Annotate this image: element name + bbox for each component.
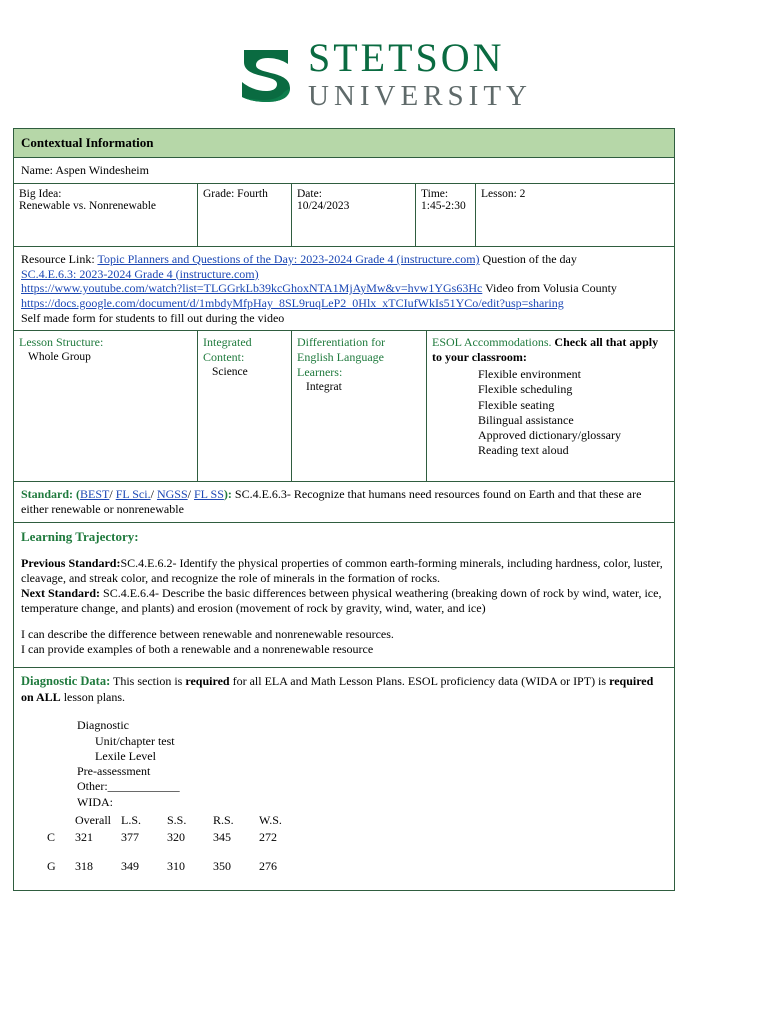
standard-link-ngss[interactable]: NGSS [156,487,188,502]
esol-options-list [432,367,669,458]
wida-cell: 276 [259,859,277,874]
contextual-information-header-row [14,129,674,158]
wida-cell: 349 [121,859,139,874]
resource-link-topic-planners[interactable]: Topic Planners and Questions of the Day: 2023-2024 Grade 4 (instructure.com) [97,252,480,266]
diagnostic-item-other[interactable]: Other:____________ [77,779,180,794]
standard-sep-1: / [109,487,116,502]
diagnostic-checklist [21,718,667,875]
lesson-label: Lesson: [481,188,517,200]
standard-sep-2: / [150,487,157,502]
lesson-value: 2 [519,188,526,200]
wida-cell: 345 [213,830,231,845]
standard-close-paren: ): [223,487,232,502]
resource-link-youtube[interactable]: https://www.youtube.com/watch?list=TLGGrkLb39kcGhoxNTA1MjAyMw&v=hvw1YGs63Hc [21,281,483,296]
standard-label: Standard: [21,487,74,502]
previous-standard-text: SC.4.E.6.2- Identify the physical properties of common earth-forming minerals, including hardness, color, luster, cleavage, and streak color, and recognize the role of minerals in the formation of rocks. [21,556,663,586]
standard-link-fl-ss[interactable]: FL SS [193,487,224,502]
diagnostic-intro-1: This section is [110,674,186,689]
table-row [47,858,301,875]
time-label: Time: [421,188,449,200]
differentiation-label: Differentiation for English Language Learners: [297,335,386,380]
big-idea-cell [14,184,198,246]
diagnostic-data-row [14,668,674,889]
diagnostic-item-wida: WIDA: [77,794,113,809]
esol-option[interactable]: Bilingual assistance [478,412,574,427]
esol-instruction: Check all that apply to your classroom: [432,335,659,365]
wida-col-ss: S.S. [167,812,187,827]
standard-row [14,482,674,523]
resource-link3-suffix: Video from Volusia County [482,281,617,296]
learning-trajectory-row [14,523,674,668]
name-row [14,158,674,184]
esol-option[interactable]: Flexible seating [478,397,555,412]
i-can-statement-1: I can describe the difference between renewable and nonrenewable resources. [21,627,394,642]
previous-standard-line [21,556,667,586]
table-row-spacer [47,846,301,858]
wida-col-ws: W.S. [259,812,282,827]
date-cell [292,184,416,246]
standard-cell [14,482,674,522]
lesson-structure-row [14,331,674,482]
lesson-cell [476,184,674,246]
grade-value: Fourth [237,188,268,200]
previous-standard-label: Previous Standard: [21,556,121,571]
wida-cell: 377 [121,830,139,845]
next-standard-text: SC.4.E.6.4- Describe the basic differences between physical weathering (breaking down of rock by wind, water, ice, temperature change, and plants) and erosion (movement of rock by gravity, wind, water, and ice) [21,586,662,616]
page-title: Contextual Information [14,129,674,157]
resource-link4-suffix: Self made form for students to fill out during the video [21,310,285,325]
resource-cell [14,247,674,330]
esol-option[interactable]: Reading text aloud [478,443,569,458]
resource-link-standard-course[interactable]: SC.4.E.6.3: 2023-2024 Grade 4 (instructure.com) [21,266,259,281]
wida-header-row [47,812,301,829]
grade-label: Grade: [203,188,235,200]
lesson-structure-label: Lesson Structure: [19,335,104,350]
wida-cell: 320 [167,830,185,845]
lesson-structure-cell [14,331,198,481]
wida-col-overall: Overall [75,812,111,827]
time-cell [416,184,476,246]
resource-link1-suffix: Question of the day [479,252,577,266]
diagnostic-intro-3: lesson plans. [60,690,126,705]
standard-link-best[interactable]: BEST [80,487,110,502]
table-row [47,829,301,846]
esol-accommodations-cell [427,331,674,481]
wida-cell: 310 [167,859,185,874]
teacher-name: Name: Aspen Windesheim [21,163,149,177]
diagnostic-intro [21,674,667,705]
grade-cell [198,184,292,246]
wida-col-ls: L.S. [121,812,142,827]
diagnostic-item[interactable]: Lexile Level [95,748,156,763]
diagnostic-item[interactable]: Pre-assessment [77,764,151,779]
next-standard-label: Next Standard: [21,586,101,601]
lesson-plan-table [13,128,675,891]
esol-option[interactable]: Approved dictionary/glossary [478,428,621,443]
lesson-structure-value: Whole Group [28,351,91,364]
next-standard-line [21,586,667,616]
diagnostic-item[interactable]: Unit/chapter test [95,733,175,748]
date-value: 10/24/2023 [297,200,350,212]
resource-label: Resource Link: [21,252,95,266]
big-idea-label: Big Idea: [19,188,62,200]
diagnostic-data-cell [14,668,674,889]
i-can-statement-2: I can provide examples of both a renewable and a nonrenewable resource [21,642,374,657]
integrated-content-label: Integrated Content: [203,335,252,365]
integrated-content-value: Science [212,366,248,379]
wida-cell: 321 [75,830,93,845]
big-idea-row [14,184,674,247]
learning-trajectory-cell [14,523,674,667]
diagnostic-intro-2: for all ELA and Math Lesson Plans. ESOL proficiency data (WIDA or IPT) is [229,674,610,689]
wida-cell: 272 [259,830,277,845]
standard-text: SC.4.E.6.3- Recognize that humans need resources found on Earth and that these are either renewable or nonrenewable [21,487,642,517]
standard-open-paren: ( [76,487,81,502]
esol-option[interactable]: Flexible scheduling [478,382,573,397]
differentiation-cell [292,331,427,481]
esol-option[interactable]: Flexible environment [478,367,581,382]
wida-row-label: G [47,859,56,874]
wida-cell: 350 [213,859,231,874]
diagnostic-required-2: required on ALL [21,674,654,705]
logo-line-2: UNIVERSITY [308,80,532,112]
diagnostic-label: Diagnostic Data: [21,674,111,689]
diagnostic-item[interactable]: Diagnostic [77,718,129,733]
time-value: 1:45-2:30 [421,200,466,212]
learning-trajectory-title: Learning Trajectory: [21,529,139,545]
logo-line-1: STETSON [308,35,505,80]
standard-link-fl-sci[interactable]: FL Sci. [115,487,151,502]
resource-row [14,247,674,331]
big-idea-value: Renewable vs. Nonrenewable [19,200,156,212]
wida-row-label: C [47,830,56,845]
stetson-s-logo-icon [236,44,296,106]
resource-link-google-doc[interactable]: https://docs.google.com/document/d/1mbdyMfpHay_8SL9ruqLeP2_0Hlx_xTCIufWkIs51YCo/edit?usp=sharing [21,295,564,310]
wida-corner-cell [47,812,71,829]
diagnostic-required-1: required [185,674,230,689]
wida-scores-table [47,812,301,876]
differentiation-value: Integrat [306,381,342,394]
stetson-logo [0,35,768,112]
wida-cell: 318 [75,859,93,874]
integrated-content-cell [198,331,292,481]
standard-sep-3: / [187,487,194,502]
date-label: Date: [297,188,322,200]
wida-col-rs: R.S. [213,812,234,827]
esol-label: ESOL Accommodations. [432,335,552,350]
